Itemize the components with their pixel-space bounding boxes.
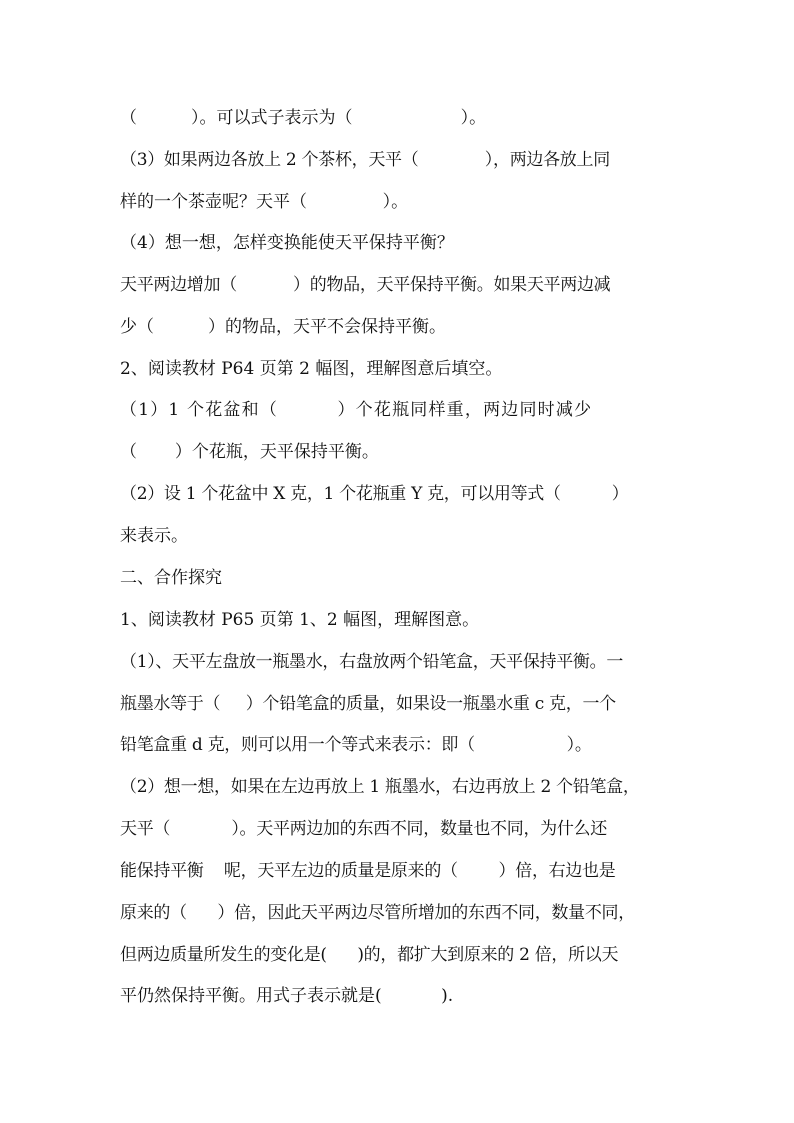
- text-line-10: （2）设 1 个花盆中 X 克，1 个花瓶重 Y 克，可以用等式（ ）: [120, 484, 629, 504]
- text-line-21: 但两边质量所发生的变化是( )的，都扩大到原来的 2 倍，所以天: [120, 945, 619, 965]
- text-line-9: （ ）个花瓶，天平保持平衡。: [120, 442, 379, 462]
- text-line-18: 天平（ ）。天平两边加的东西不同，数量也不同，为什么还: [120, 819, 607, 839]
- text-line-13: 1、阅读教材 P65 页第 1、2 幅图，理解图意。: [120, 610, 480, 630]
- text-line-7: 2、阅读教材 P64 页第 2 幅图，理解图意后填空。: [120, 359, 503, 379]
- text-line-19: 能保持平衡 呢，天平左边的质量是原来的（ ）倍，右边也是: [120, 861, 616, 881]
- text-line-5: 天平两边增加（ ）的物品，天平保持平衡。如果天平两边减: [120, 275, 611, 295]
- text-line-16: 铅笔盒重 d 克，则可以用一个等式来表示：即（ ）。: [120, 735, 592, 755]
- text-line-14: （1）、天平左盘放一瓶墨水，右盘放两个铅笔盒，天平保持平衡。一: [120, 652, 624, 672]
- text-line-3: 样的一个茶壶呢？天平（ ）。: [120, 192, 409, 212]
- text-line-17: （2）想一想，如果在左边再放上 1 瓶墨水，右边再放上 2 个铅笔盒，: [120, 777, 640, 797]
- text-line-2: （3）如果两边各放上 2 个茶杯，天平（ ），两边各放上同: [120, 150, 610, 170]
- text-line-1: （ ）。可以式子表示为（ ）。: [120, 108, 487, 128]
- text-line-20: 原来的（ ）倍，因此天平两边尽管所增加的东西不同，数量不同，: [120, 903, 635, 923]
- text-line-4: （4）想一想，怎样变换能使天平保持平衡？: [120, 233, 454, 253]
- text-line-8: （1）1 个花盆和（ ）个花瓶同样重，两边同时减少: [120, 400, 593, 420]
- text-line-22: 平仍然保持平衡。用式子表示就是( ).: [120, 986, 454, 1006]
- text-line-6: 少（ ）的物品，天平不会保持平衡。: [120, 317, 447, 337]
- text-line-11: 来表示。: [120, 526, 188, 546]
- text-line-15: 瓶墨水等于（ ）个铅笔盒的质量，如果设一瓶墨水重 c 克，一个: [120, 694, 616, 714]
- section-heading-cooperative-exploration: 二、合作探究: [120, 568, 222, 588]
